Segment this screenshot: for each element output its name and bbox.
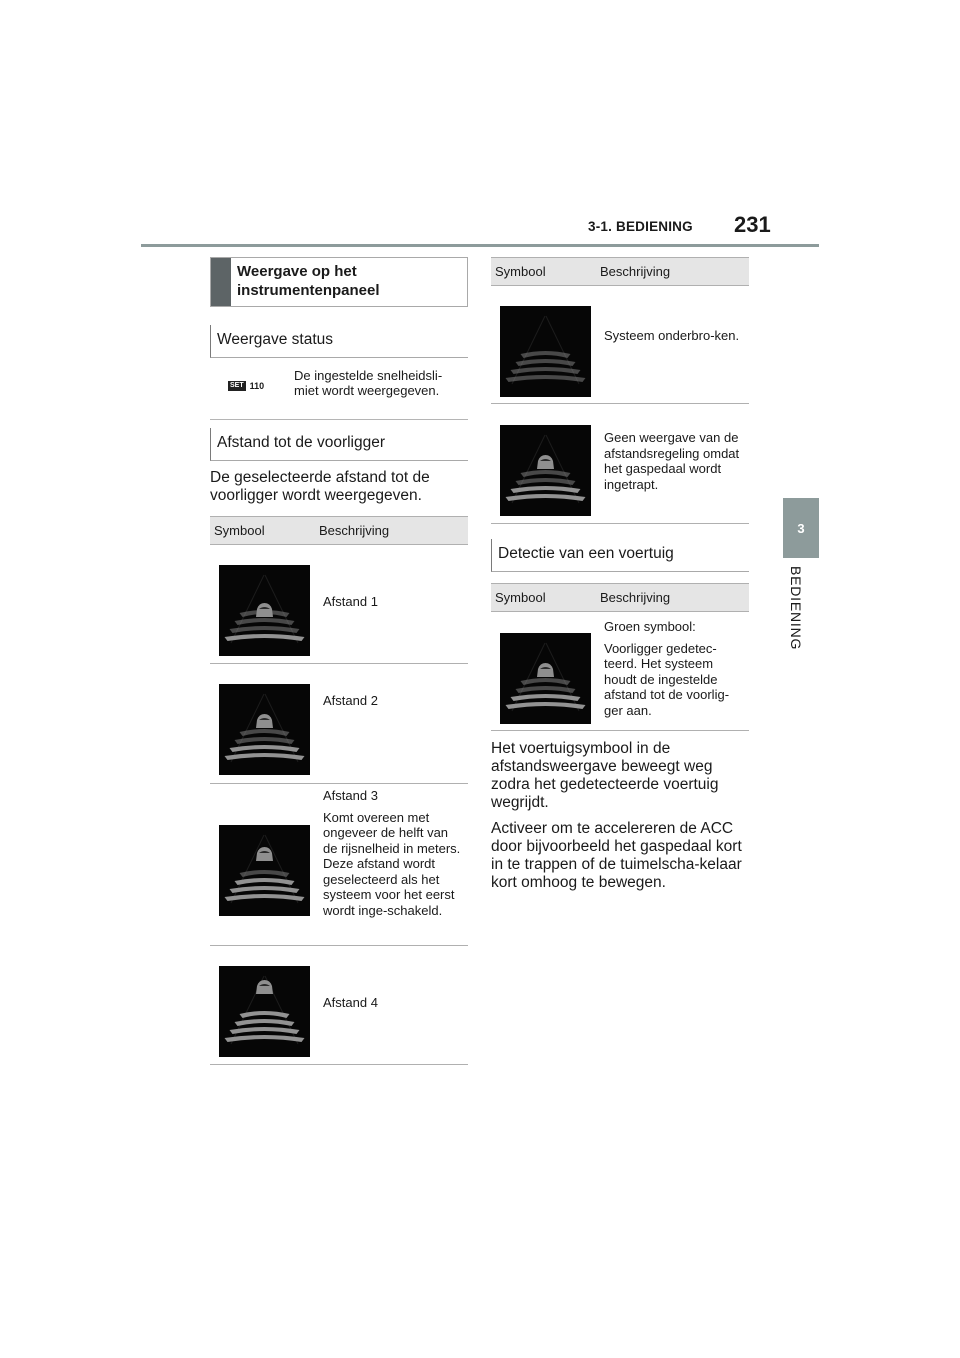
- row-description: Afstand 4: [323, 995, 378, 1010]
- main-section-heading: [210, 257, 468, 307]
- acc-distance-icon: [219, 565, 310, 656]
- acc-distance-icon: [500, 306, 591, 397]
- header-rule: [141, 244, 819, 247]
- status-heading: Weergave status: [210, 325, 468, 358]
- chapter-tab: [783, 498, 819, 558]
- row-note: Komt overeen met ongeveer de helft van de rijsnelheid in meters. Deze afstand wordt geselecteerd als het systeem voor het eerst wordt inge-schakeld.: [323, 809, 461, 918]
- table-row: [491, 612, 749, 731]
- row-description: Afstand 3 Komt overeen met ongeveer de helft van de rijsnelheid in meters. Deze afstand wordt geselecteerd als het systeem voor het eerst wordt inge-schakeld.: [323, 788, 466, 918]
- distance-intro: De geselecteerde afstand tot de voorligger wordt weergegeven.: [210, 469, 430, 504]
- acc-distance-icon: [219, 684, 310, 775]
- set-value: 110: [249, 381, 265, 391]
- set-speed-row: [210, 358, 468, 420]
- main-heading-text: Weergave op het instrumentenpaneel: [237, 263, 380, 299]
- row-note: Voorligger gedetec-teerd. Het systeem houdt de ingestelde afstand tot de voorlig-ger aan.: [604, 640, 730, 718]
- paragraph: Activeer om te accelereren de ACC door bijvoorbeeld het gaspedaal kort in te trappen of de tuimelscha-kelaar kort omhoog te bewegen.: [491, 820, 742, 891]
- set-speed-icon: [228, 381, 264, 391]
- page-number: 231: [734, 212, 771, 237]
- paragraph: Het voertuigsymbool in de afstandsweergave beweegt weg zodra het gedetecteerde voertuig wegrijdt.: [491, 740, 719, 811]
- col-symbol: Symbool: [495, 590, 546, 605]
- set-speed-description: De ingestelde snelheidsli-miet wordt weergegeven.: [294, 368, 443, 398]
- detection-heading: Detectie van een voertuig: [491, 539, 749, 572]
- acc-distance-icon: [219, 966, 310, 1057]
- heading-bar: [211, 258, 231, 306]
- row-description: Afstand 2: [323, 693, 378, 708]
- table-row: [210, 946, 468, 1065]
- table-row: [491, 286, 749, 404]
- set-box: SET: [230, 382, 244, 389]
- col-description: Beschrijving: [319, 523, 390, 538]
- table-header: [210, 516, 468, 545]
- section-title: 3-1. BEDIENING: [588, 219, 693, 234]
- col-description: Beschrijving: [600, 590, 671, 605]
- table-row: [491, 404, 749, 524]
- col-symbol: Symbool: [495, 264, 546, 279]
- table-header: [491, 257, 749, 286]
- left-column: [210, 257, 468, 1065]
- chapter-number: 3: [797, 520, 805, 536]
- right-column: [491, 257, 749, 892]
- table-row: [210, 664, 468, 784]
- row-description: Groen symbool: Voorligger gedetec-teerd. Het systeem houdt de ingestelde afstand tot de voorlig-ger aan.: [604, 619, 747, 718]
- distance-heading: Afstand tot de voorligger: [210, 428, 468, 461]
- acc-distance-icon: [219, 825, 310, 916]
- acc-distance-icon: [500, 425, 591, 516]
- row-description: Afstand 1: [323, 594, 378, 609]
- table-row: [210, 545, 468, 664]
- chapter-label: BEDIENING: [788, 566, 804, 651]
- acc-distance-icon: [500, 633, 591, 724]
- table-header: [491, 583, 749, 612]
- col-description: Beschrijving: [600, 264, 671, 279]
- row-description: Geen weergave van de afstandsregeling omdat het gaspedaal wordt ingetrapt.: [604, 430, 740, 492]
- col-symbol: Symbool: [214, 523, 265, 538]
- row-description: Systeem onderbro-ken.: [604, 328, 740, 343]
- table-row: [210, 784, 468, 946]
